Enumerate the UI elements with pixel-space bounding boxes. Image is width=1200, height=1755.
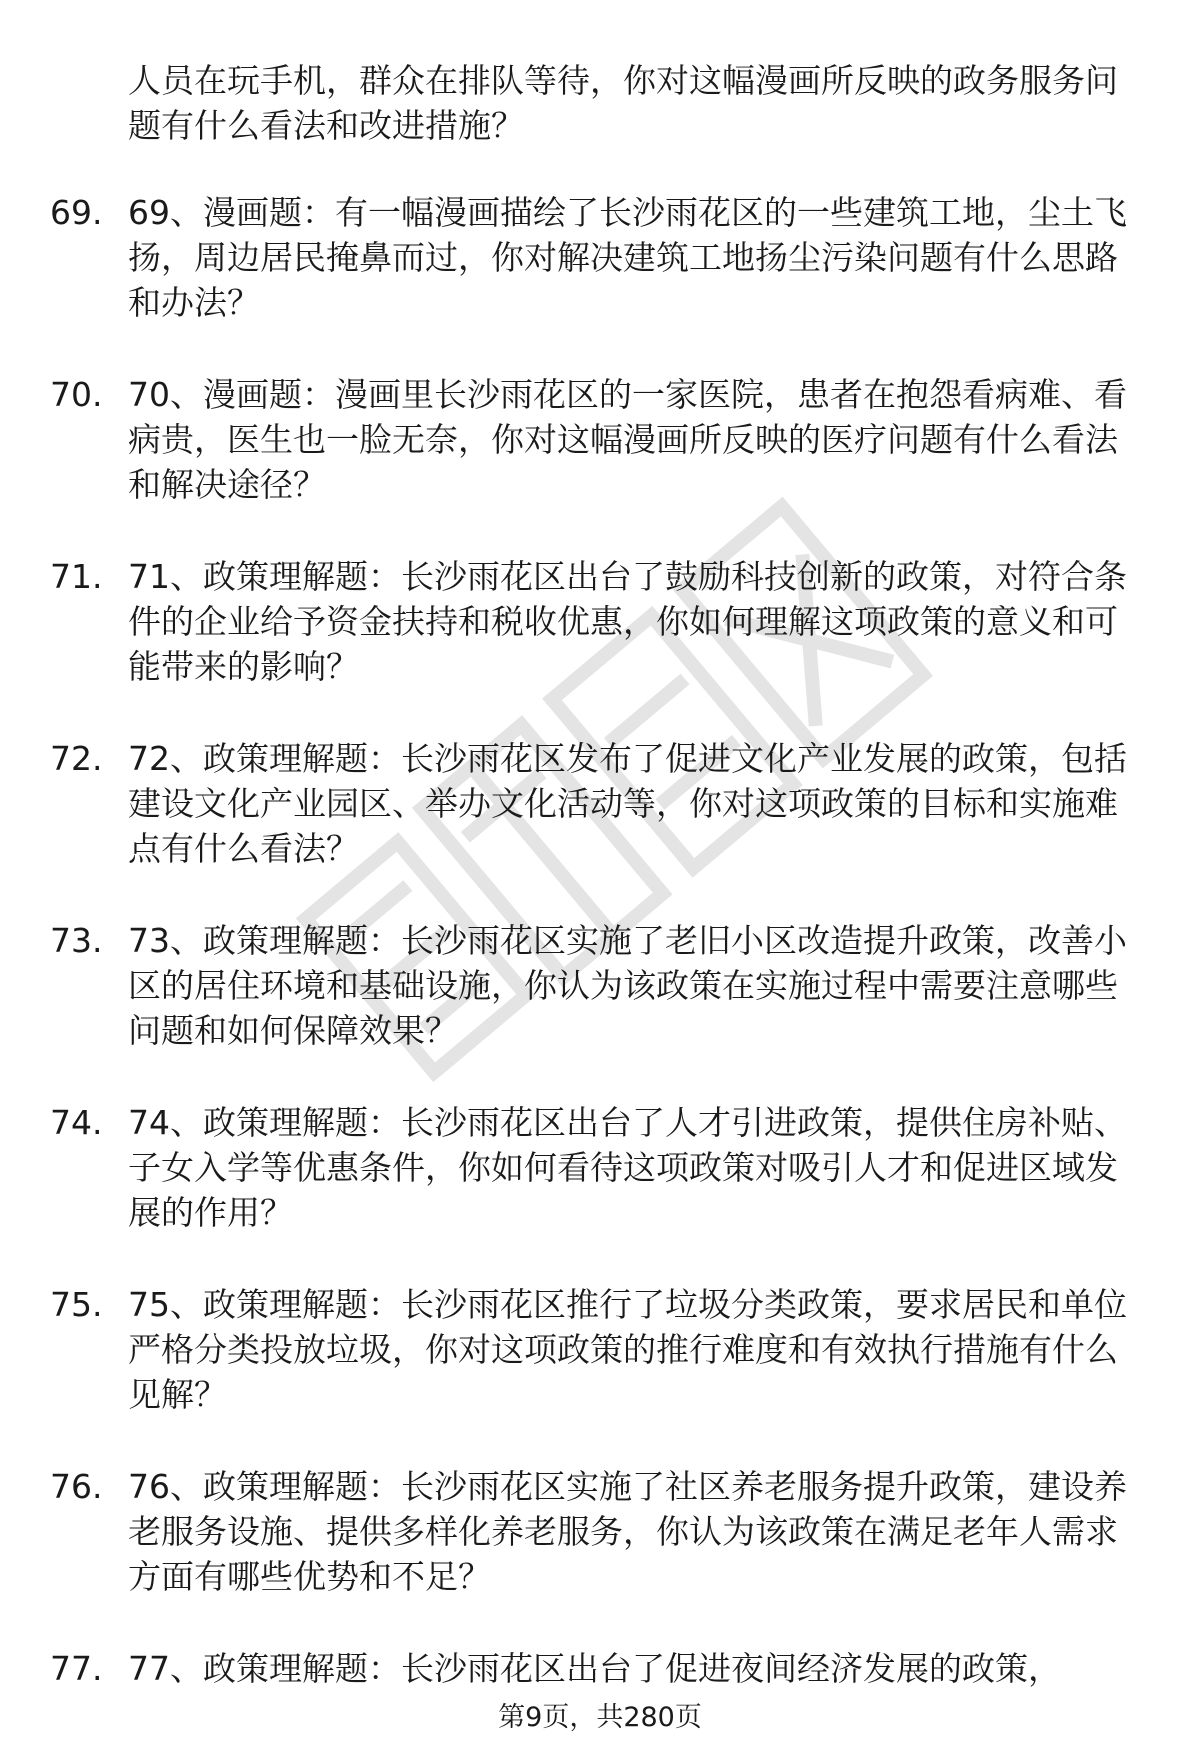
question-number: 77. xyxy=(50,1649,103,1688)
question-text: 75、政策理解题：长沙雨花区推行了垃圾分类政策，要求居民和单位严格分类投放垃圾，你对这项政策的推行难度和有效执行措施有什么见解？ xyxy=(128,1285,1127,1414)
list-item xyxy=(50,554,1150,689)
question-text: 74、政策理解题：长沙雨花区出台了人才引进政策，提供住房补贴、子女入学等优惠条件，你如何看待这项政策对吸引人才和促进区域发展的作用？ xyxy=(128,1103,1127,1232)
question-number: 74. xyxy=(50,1103,103,1142)
question-text: 73、政策理解题：长沙雨花区实施了老旧小区改造提升政策，改善小区的居住环境和基础设施，你认为该政策在实施过程中需要注意哪些问题和如何保障效果？ xyxy=(128,921,1127,1050)
question-number: 71. xyxy=(50,557,103,596)
list-item xyxy=(50,372,1150,507)
list-item xyxy=(50,918,1150,1053)
question-text: 70、漫画题：漫画里长沙雨花区的一家医院，患者在抱怨看病难、看病贵，医生也一脸无奈，你对这幅漫画所反映的医疗问题有什么看法和解决途径？ xyxy=(128,375,1127,504)
list-item xyxy=(50,190,1150,325)
question-number: 75. xyxy=(50,1285,103,1324)
list-item xyxy=(50,1646,1150,1691)
question-text: 69、漫画题：有一幅漫画描绘了长沙雨花区的一些建筑工地，尘土飞扬，周边居民掩鼻而过，你对解决建筑工地扬尘污染问题有什么思路和办法？ xyxy=(128,193,1127,322)
list-item xyxy=(50,1100,1150,1235)
question-number: 73. xyxy=(50,921,103,960)
question-number: 70. xyxy=(50,375,103,414)
question-number: 72. xyxy=(50,739,103,778)
question-text: 71、政策理解题：长沙雨花区出台了鼓励科技创新的政策，对符合条件的企业给予资金扶持和税收优惠，你如何理解这项政策的意义和可能带来的影响？ xyxy=(128,557,1127,686)
question-number: 69. xyxy=(50,193,103,232)
continuation-text: 人员在玩手机，群众在排队等待，你对这幅漫画所反映的政务服务问题有什么看法和改进措施？ xyxy=(128,61,1118,145)
list-item xyxy=(50,1464,1150,1599)
question-number: 76. xyxy=(50,1467,103,1506)
question-text: 77、政策理解题：长沙雨花区出台了促进夜间经济发展的政策， xyxy=(128,1649,1061,1688)
list-item xyxy=(50,1282,1150,1417)
question-text: 76、政策理解题：长沙雨花区实施了社区养老服务提升政策，建设养老服务设施、提供多样化养老服务，你认为该政策在满足老年人需求方面有哪些优势和不足？ xyxy=(128,1467,1127,1596)
list-item xyxy=(50,736,1150,871)
question-text: 72、政策理解题：长沙雨花区发布了促进文化产业发展的政策，包括建设文化产业园区、举办文化活动等，你对这项政策的目标和实施难点有什么看法？ xyxy=(128,739,1127,868)
question-list xyxy=(50,190,1150,1691)
page-footer: 第9页，共280页 xyxy=(498,1702,702,1733)
